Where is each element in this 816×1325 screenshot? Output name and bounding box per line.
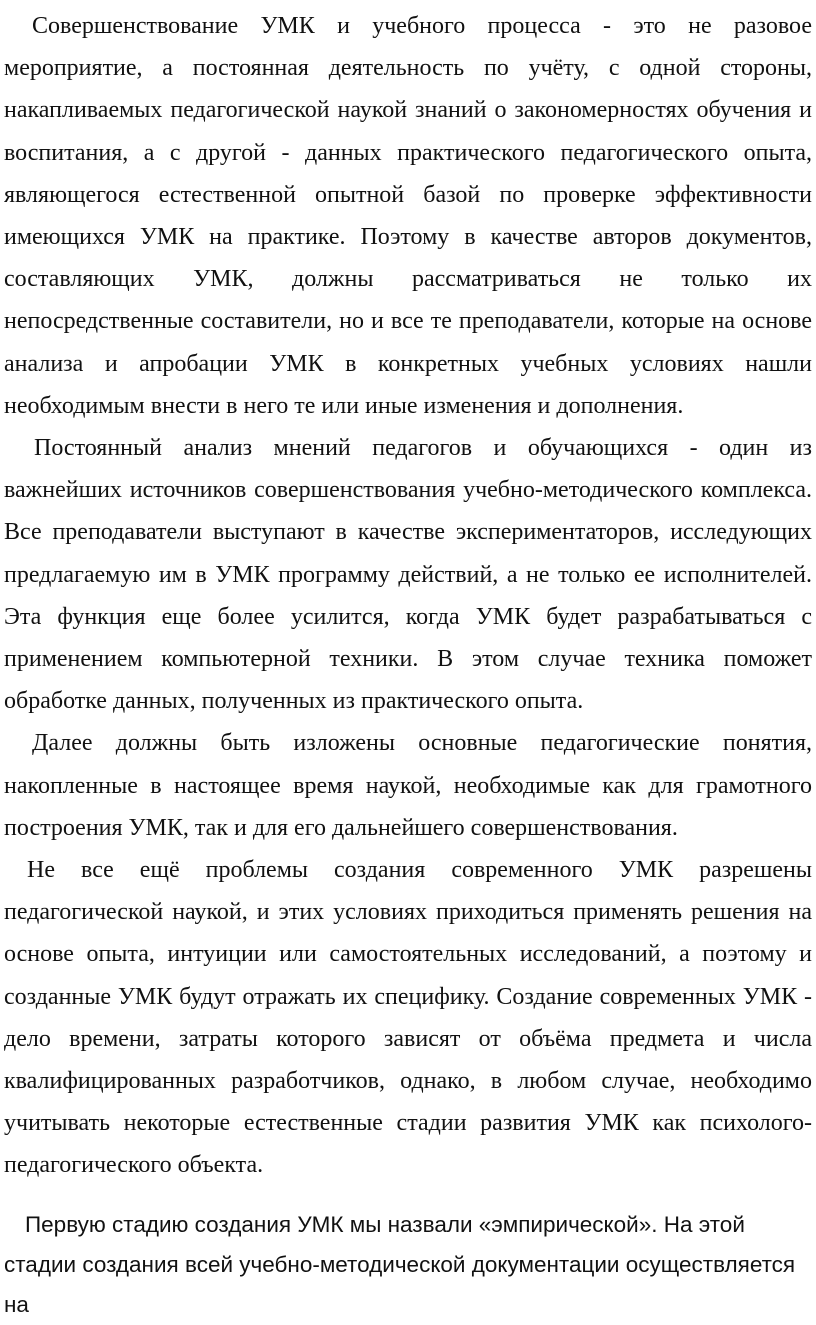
paragraph-3: Далее должны быть изложены основные педагогические понятия, накопленные в настоящее время наукой, необходимые как для грамотного построения УМК, так и для его дальнейшего совершенствования.	[4, 730, 812, 841]
paragraph-2: Постоянный анализ мнений педагогов и обучающихся - один из важнейших источников совершенствования учебно-методического комплекса. Все преподаватели выступают в качестве экспериментаторов, исследующих предлагаемую им в УМК программу действий, а не только ее исполнителей. Эта функция еще более усилится, когда УМК будет разрабатываться с применением компьютерной техники. В этом случае техника поможет обработке данных, полученных из практического опыта.	[4, 435, 812, 715]
paragraph-5: Первую стадию создания УМК мы назвали «эмпирической». На этой стадии создания всей учебно-методической документации осуществляется на	[4, 1211, 796, 1317]
paragraph-4: Не все ещё проблемы создания современного УМК разрешены педагогической наукой, и этих условиях приходиться применять решения на основе опыта, интуиции или самостоятельных исследований, а поэтому и созданные УМК будут отражать их специфику. Создание современных УМК - дело времени, затраты которого зависят от объёма предмета и числа квалифицированных разработчиков, однако, в любом случае, необходимо учитывать некоторые естественные стадии развития УМК как психолого-педагогического объекта.	[4, 857, 812, 1179]
paragraph-1: Совершенствование УМК и учебного процесса - это не разовое мероприятие, а постоянная деятельность по учёту, с одной стороны, накапливаемых педагогической наукой знаний о закономерностях обучения и воспитания, а с другой - данных практического педагогического опыта, являющегося естественной опытной базой по проверке эффективности имеющихся УМК на практике. Поэтому в качестве авторов документов, составляющих УМК, должны рассматриваться не только их непосредственные составители, но и все те преподаватели, которые на основе анализа и апробации УМК в конкретных учебных условиях нашли необходимым внести в него те или иные изменения и дополнения.	[4, 13, 812, 419]
